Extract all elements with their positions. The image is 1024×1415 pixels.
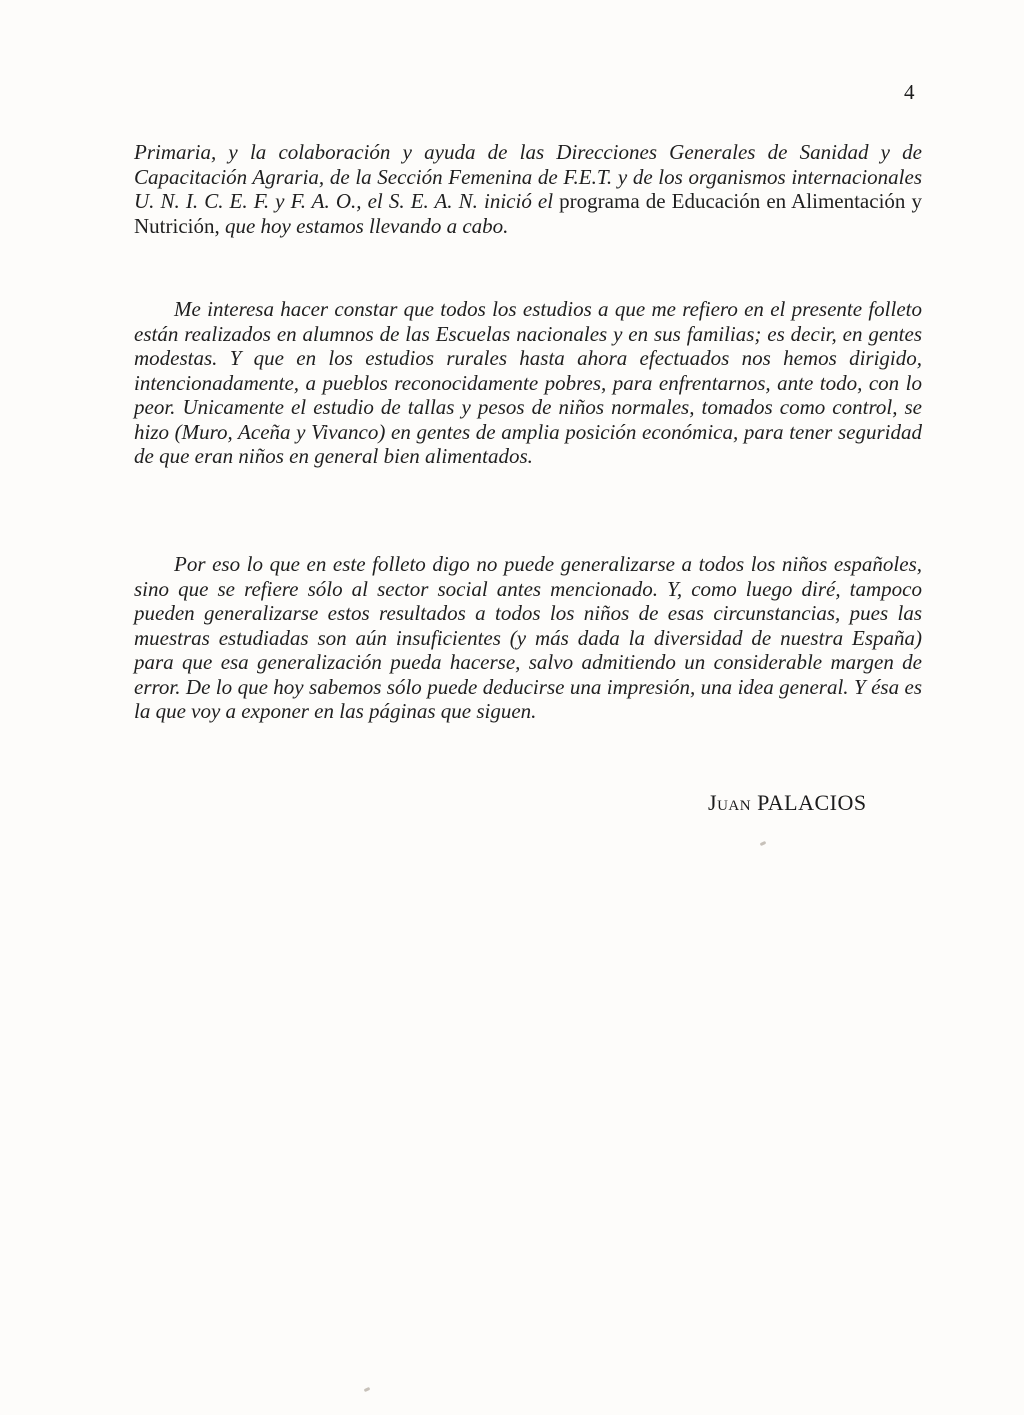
paper-speck <box>760 841 767 846</box>
signature-surname: PALACIOS <box>757 790 867 815</box>
paragraph-3-segment-1: Por eso lo que en este folleto digo no puede generalizarse a todos los niños españoles, sino que se refiere sólo al sector social antes mencionado. Y, como luego diré, tampoco pueden generalizarse estos resultados a todos los niños de esas circunstancias, pues las muestras estudiadas son aún insuficientes (y más dada la diversidad de nuestra España) para que esa generalización pueda hacerse, salvo admitiendo un considerable margen de error. De lo que hoy sabemos sólo puede deducirse una impresión, una idea general. Y ésa es la que voy a exponer en las páginas que siguen. <box>134 552 922 723</box>
paragraph-2-segment-1: Me interesa hacer constar que todos los estudios a que me refiero en el presente folleto están realizados en alumnos de las Escuelas nacionales y en sus familias; es decir, en gentes modestas. Y que en los estudios rurales hasta ahora efectuados nos hemos dirigido, intencionadamente, a pueblos reconocidamente pobres, para enfrentarnos, ante todo, con lo peor. Unicamente el estudio de tallas y pesos de niños normales, tomados como control, se hizo (Muro, Aceña y Vivanco) en gentes de amplia posición económica, para tener seguridad de que eran niños en general bien alimentados. <box>134 297 922 468</box>
paragraph-1 <box>134 140 922 238</box>
paragraph-2 <box>134 297 922 469</box>
paragraph-3 <box>134 552 922 724</box>
paragraph-1-segment-3: que hoy estamos llevando a cabo. <box>224 213 509 238</box>
signature-first-rest: UAN <box>717 798 752 814</box>
page-number: 4 <box>904 80 915 104</box>
signature-first-initial: J <box>708 790 718 815</box>
author-signature <box>708 790 867 816</box>
paragraph-1-segment-2: programa de Educación en Alimentación y Nutrición, <box>134 189 923 238</box>
paragraph-1-segment-1: Primaria, y la colaboración y ayuda de las Direcciones Generales de Sanidad y de Capacitación Agraria, de la Sección Femenina de F.E.T. y de los organismos internacionales U. N. I. C. E. F. y F. A. O., el S. E. A. N. inició el <box>134 140 922 213</box>
paper-speck <box>364 1387 371 1392</box>
